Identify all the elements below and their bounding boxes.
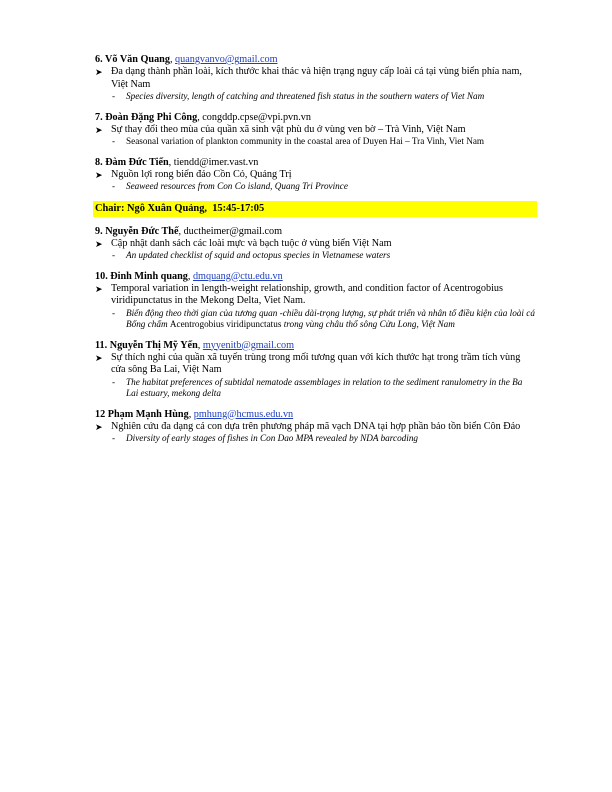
author-email-link[interactable]: dmquang@ctu.edu.vn [192, 270, 283, 282]
author-email: congddp.cpse@vpi.pvn.vn [202, 111, 311, 123]
separator: , [188, 408, 194, 420]
author-email: tiendd@imer.vast.vn [173, 156, 259, 168]
paper-translation-text: Seasonal variation of plankton community in the coastal area of Duyen Hai – Tra Vinh, Viet Nam [126, 136, 485, 146]
presentation-entry [95, 111, 535, 148]
paper-translation [95, 136, 535, 148]
paper-title-text: Temporal variation in length-weight relationship, growth, and condition factor of Acentrogobius viridipunctatus in the Mekong Delta, Viet Nam. [111, 282, 503, 306]
presentation-entry [95, 156, 535, 193]
paper-translation-text: Species diversity, length of catching and threatened fish status in the southern waters of Viet Nam [126, 91, 485, 101]
paper-translation [95, 250, 535, 262]
paper-translation [95, 377, 535, 400]
paper-translation-text: Seaweed resources from Con Co island, Quang Tri Province [126, 181, 348, 191]
paper-title [95, 238, 535, 251]
presentation-entry [95, 339, 535, 400]
session-chair-banner [93, 201, 537, 217]
translation-part-1: Biến động theo thời gian của tương quan -chiều dài-trọng lượng, sự phát triển và nhân tố điều kiện của loài cá Bống chấm [126, 307, 535, 329]
paper-title [95, 169, 535, 182]
paper-translation [95, 308, 535, 331]
author-line [95, 408, 535, 421]
separator: , [197, 339, 203, 351]
author-email: ductheimer@gmail.com [183, 225, 283, 237]
paper-title-text: Sự thay đổi theo mùa của quần xã sinh vật phù du ở vùng ven bờ – Trà Vinh, Việt Nam [111, 123, 466, 135]
paper-translation-text: Diversity of early stages of fishes in Con Dao MPA revealed by NDA barcoding [126, 433, 419, 443]
separator: , [197, 111, 203, 123]
author-line [95, 225, 535, 238]
dash-bullet-icon: - [112, 181, 116, 191]
dash-bullet-icon: - [112, 136, 116, 146]
separator: , [169, 54, 176, 65]
paper-translation [95, 91, 535, 103]
dash-bullet-icon: - [112, 91, 116, 101]
paper-translation-text: The habitat preferences of subtidal nematode assemblages in relation to the sediment ranulometry in the Ba Lai estuary, mekong delta [126, 376, 523, 398]
author-name: 8. Đàm Đức Tiến [95, 156, 169, 168]
paper-title [95, 421, 535, 434]
paper-title-text: Nghiên cứu đa dạng cá con dựa trên phương pháp mã vạch DNA tại hợp phần bảo tồn biển Côn Đảo [111, 420, 521, 432]
author-email-link[interactable]: quangvanvo@gmail.com [175, 54, 278, 65]
arrow-bullet-icon: ➤ [95, 124, 103, 135]
arrow-bullet-icon: ➤ [95, 238, 103, 249]
presentation-entry [95, 225, 535, 262]
author-line [95, 156, 535, 169]
paper-title [95, 352, 535, 377]
paper-title [95, 66, 535, 91]
presentation-entry [95, 270, 535, 331]
author-email-link[interactable]: pmhung@hcmus.edu.vn [193, 408, 294, 420]
author-name: 11. Nguyễn Thị Mỹ Yến [95, 339, 198, 351]
arrow-bullet-icon: ➤ [95, 352, 103, 363]
author-name: 7. Đoàn Đặng Phi Công [95, 111, 198, 123]
paper-translation [95, 181, 535, 193]
author-line [95, 270, 535, 283]
author-name: 6. Võ Văn Quang [95, 54, 170, 65]
arrow-bullet-icon: ➤ [95, 169, 103, 180]
paper-title-text: Đa dạng thành phần loài, kích thước khai thác và hiện trạng nguy cấp loài cá tại vùng biển phía nam, Việt Nam [111, 66, 522, 90]
presentation-entry [95, 408, 535, 445]
author-line [95, 339, 535, 352]
translation-part-3: trong vùng châu thổ sông Cửu Long, Việt Nam [281, 319, 455, 329]
author-name: 12 Phạm Mạnh Hùng [95, 408, 189, 420]
author-email-link[interactable]: myyenitb@gmail.com [202, 339, 294, 351]
paper-translation-text: An updated checklist of squid and octopus species in Vietnamese waters [126, 250, 391, 260]
arrow-bullet-icon: ➤ [95, 67, 103, 77]
dash-bullet-icon: - [112, 433, 116, 443]
session-chair-label: Chair: Ngô Xuân Quảng, [95, 202, 208, 214]
arrow-bullet-icon: ➤ [95, 283, 103, 294]
presentation-entry [95, 53, 535, 103]
paper-title-text: Nguồn lợi rong biển đảo Cồn Cỏ, Quảng Trị [111, 168, 292, 180]
paper-title [95, 283, 535, 308]
author-name: 10. Đinh Minh quang [95, 270, 188, 282]
species-name: Acentrogobius viridipunctatus [169, 319, 282, 329]
author-line [95, 111, 535, 124]
dash-bullet-icon: - [112, 376, 116, 387]
separator: , [187, 270, 193, 282]
dash-bullet-icon: - [112, 307, 116, 318]
session-time: 15:45-17:05 [212, 202, 265, 214]
paper-title [95, 124, 535, 137]
author-line [95, 53, 535, 66]
paper-title-text: Cập nhật danh sách các loài mực và bạch tuộc ở vùng biển Việt Nam [111, 237, 392, 249]
abstract-list [95, 53, 535, 453]
author-name: 9. Nguyễn Đức Thế [95, 225, 179, 237]
arrow-bullet-icon: ➤ [95, 421, 103, 432]
paper-title-text: Sự thích nghi của quần xã tuyến trùng trong mối tương quan với kích thước hạt trong trầm tích vùng cửa sông Ba Lai, Việt Nam [111, 351, 521, 375]
paper-translation [95, 433, 535, 445]
dash-bullet-icon: - [112, 250, 116, 260]
separator: , [178, 225, 184, 237]
separator: , [168, 156, 174, 168]
